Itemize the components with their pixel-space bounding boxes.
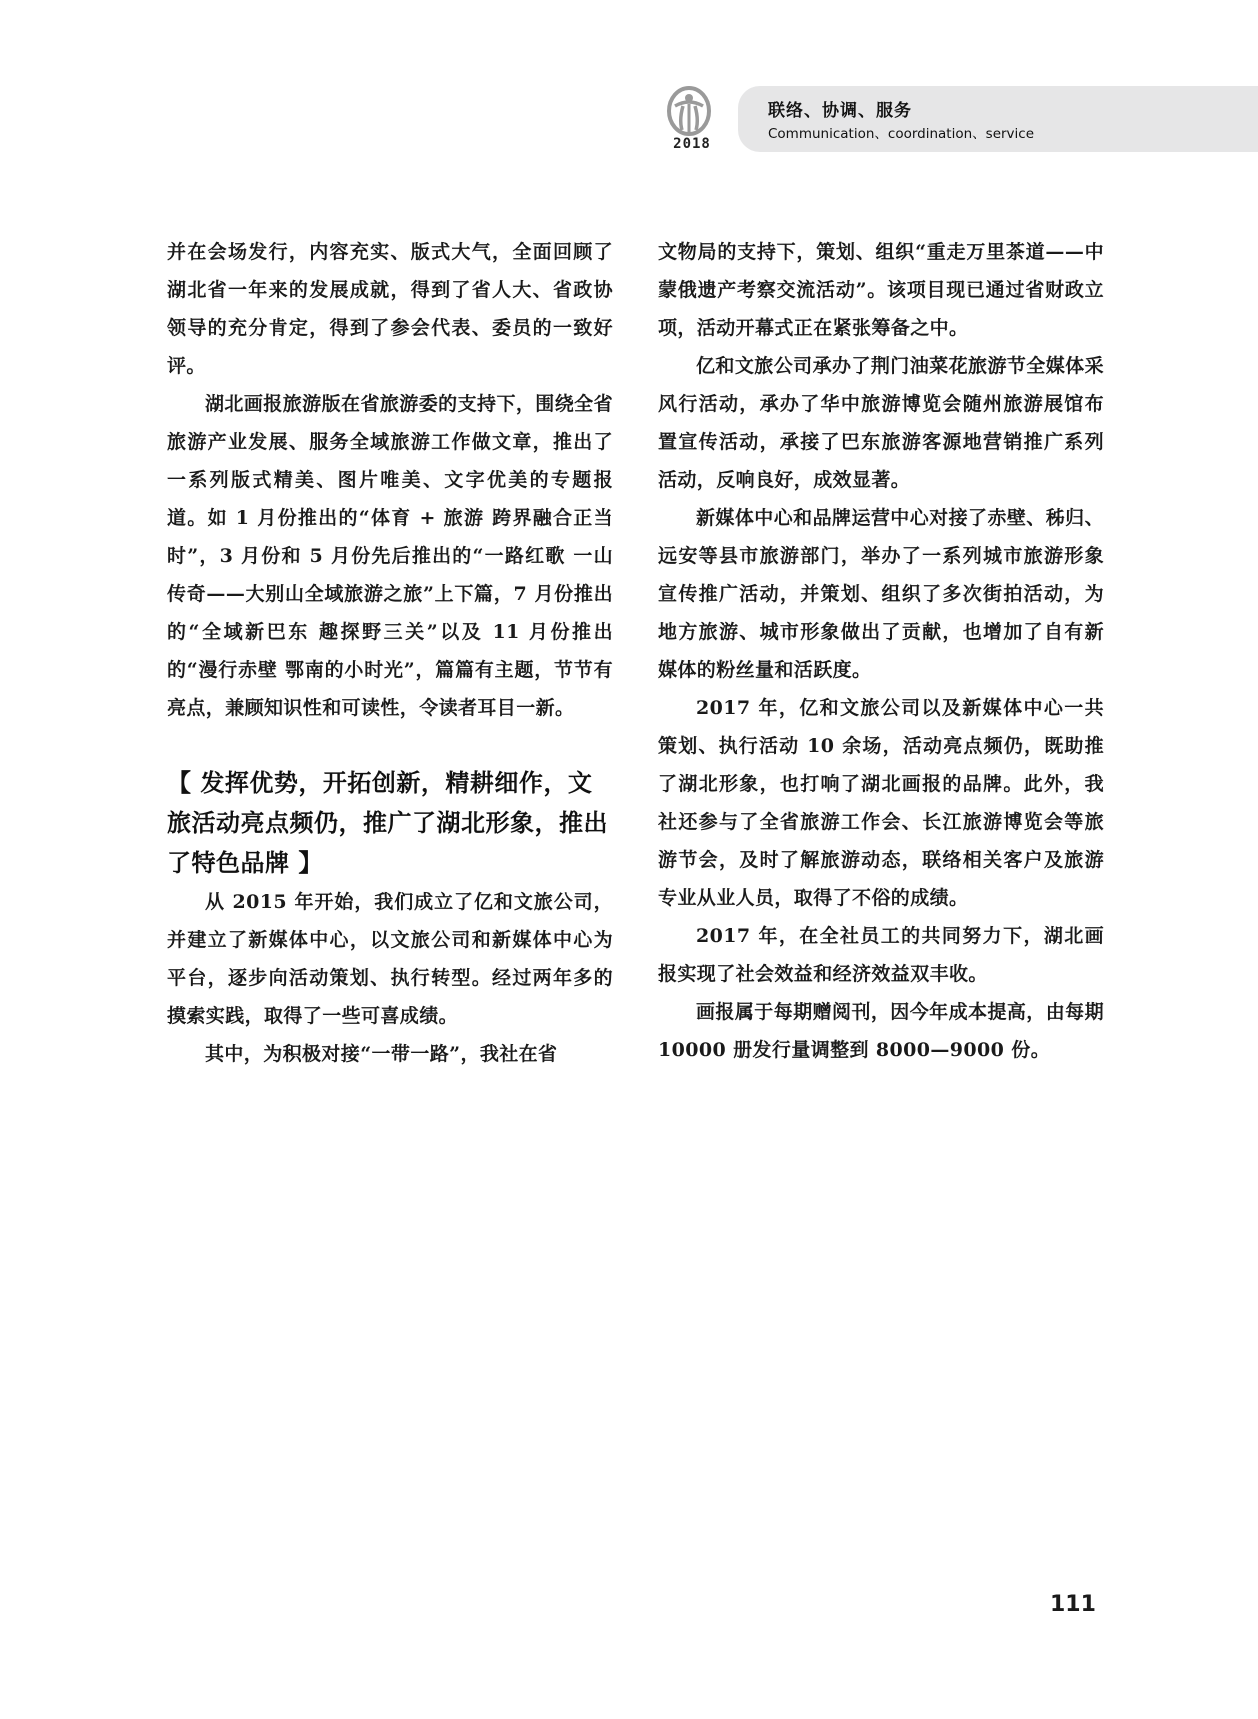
paragraph: 并在会场发行，内容充实、版式大气，全面回顾了湖北省一年来的发展成就，得到了省人大、省政协领导的充分肯定，得到了参会代表、委员的一致好评。 xyxy=(167,241,613,377)
section-subtitle: Communication、coordination、service xyxy=(768,126,1035,142)
header-year: 2018 xyxy=(673,136,711,152)
paragraph: 其中，为积极对接“一带一路”，我社在省 xyxy=(205,1043,558,1065)
section-title: 联络、协调、服务 xyxy=(768,101,912,121)
paragraph: 从 2015 年开始，我们成立了亿和文旅公司，并建立了新媒体中心，以文旅公司和新媒体中心为平台，逐步向活动策划、执行转型。经过两年多的摸索实践，取得了一些可喜成绩。 xyxy=(167,891,613,1027)
page-number: 111 xyxy=(1050,1592,1096,1617)
paragraph: 新媒体中心和品牌运营中心对接了赤壁、秭归、远安等县市旅游部门，举办了一系列城市旅游形象宣传推广活动，并策划、组织了多次街拍活动，为地方旅游、城市形象做出了贡献，也增加了自有新媒体的粉丝量和活跃度。 xyxy=(658,507,1104,681)
right-column xyxy=(658,233,1104,1069)
page-header xyxy=(0,0,1258,170)
circular-emblem-icon xyxy=(665,86,713,138)
section-heading: 【 发挥优势，开拓创新，精耕细作，文旅活动亮点频仍，推广了湖北形象，推出了特色品牌 】 xyxy=(167,769,608,877)
paragraph: 亿和文旅公司承办了荆门油菜花旅游节全媒体采风行活动，承办了华中旅游博览会随州旅游展馆布置宣传活动，承接了巴东旅游客源地营销推广系列活动，反响良好，成效显著。 xyxy=(658,355,1104,491)
section-banner xyxy=(738,86,1258,152)
paragraph: 2017 年，在全社员工的共同努力下，湖北画报实现了社会效益和经济效益双丰收。 xyxy=(658,925,1104,985)
paragraph: 湖北画报旅游版在省旅游委的支持下，围绕全省旅游产业发展、服务全域旅游工作做文章，推出了一系列版式精美、图片唯美、文字优美的专题报道。如 1 月份推出的“体育 + 旅游 跨界融合正当时”，3 月份和 5 月份先后推出的“一路红歌 一山传奇——大别山全域旅游之旅”上下篇，7 月份推出的“全域新巴东 趣探野三关”以及 11 月份推出的“漫行赤壁 鄂南的小时光”，篇篇有主题，节节有亮点，兼顾知识性和可读性，令读者耳目一新。 xyxy=(167,393,613,719)
left-column xyxy=(167,233,613,1073)
paragraph: 文物局的支持下，策划、组织“重走万里茶道——中蒙俄遗产考察交流活动”。该项目现已通过省财政立项，活动开幕式正在紧张筹备之中。 xyxy=(658,241,1104,339)
paragraph: 画报属于每期赠阅刊，因今年成本提高，由每期 10000 册发行量调整到 8000—9000 份。 xyxy=(658,1001,1104,1061)
paragraph: 2017 年，亿和文旅公司以及新媒体中心一共策划、执行活动 10 余场，活动亮点频仍，既助推了湖北形象，也打响了湖北画报的品牌。此外，我社还参与了全省旅游工作会、长江旅游博览会等旅游节会，及时了解旅游动态，联络相关客户及旅游专业从业人员，取得了不俗的成绩。 xyxy=(658,697,1104,909)
